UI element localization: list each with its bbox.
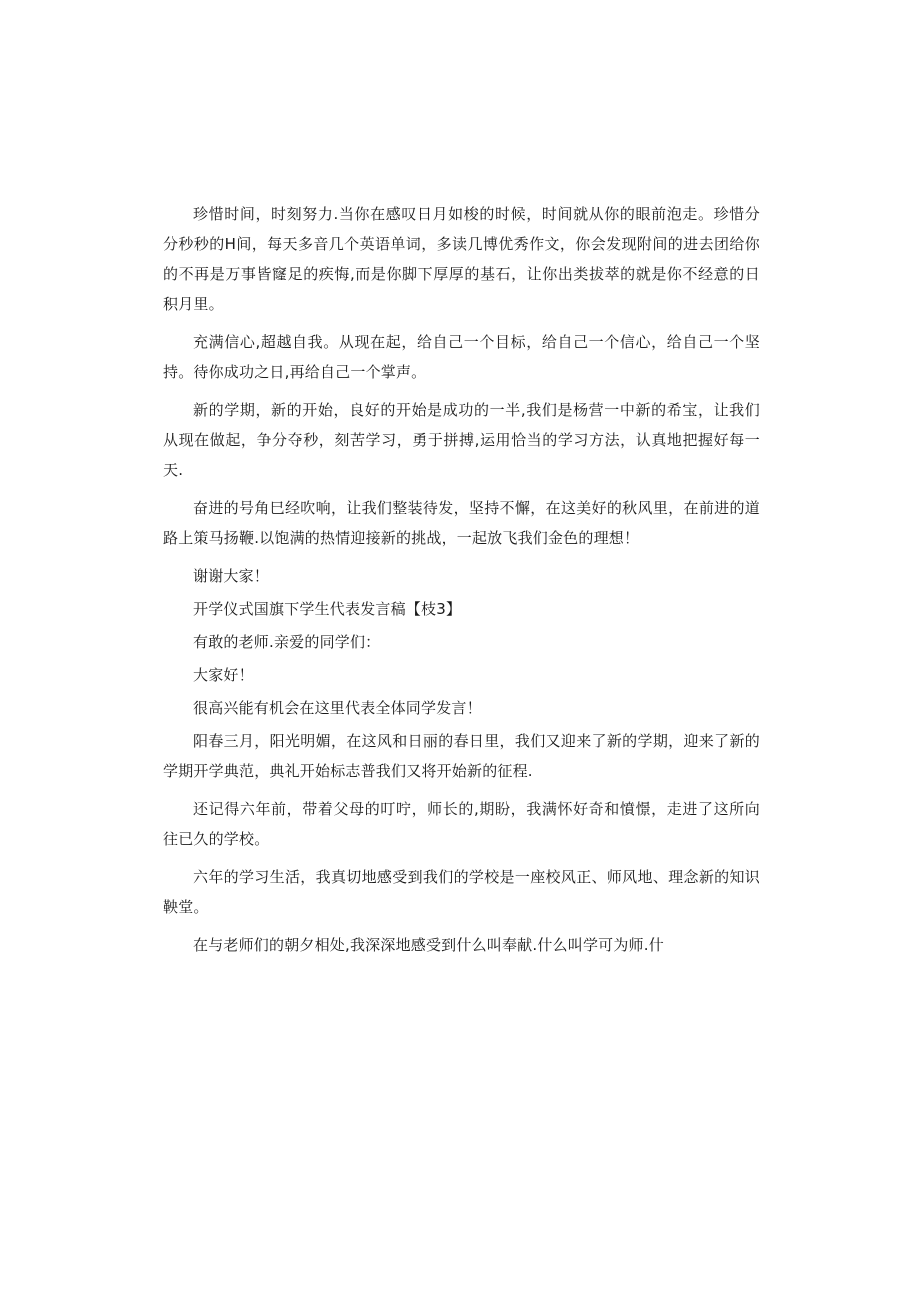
paragraph-new-semester: 新的学期，新的开始，良好的开始是成功的一半,我们是杨营一中新的希宝，让我们从现在做起，争分夺秒，刻苦学习，勇于拼搏,运用恰当的学习方法，认真地把握好每一天. [163,401,760,479]
paragraph-thanks: 谢谢大家！ [193,567,270,585]
paragraph-honored: 很高兴能有机会在这里代表全体同学发言！ [193,699,482,717]
paragraph-salutation: 有敢的老师.亲爱的同学们： [193,633,381,651]
paragraph-with-teachers: 在与老师们的朝夕相处,我深深地感受到什么叫奉献.什么叫学可为师.什 [193,936,664,954]
paragraph-spring: 阳春三月，阳光明媚，在这风和日丽的春日里，我们又迎来了新的学期，迎来了新的学期开学典范，典礼开始标志普我们又将开始新的征程. [163,732,760,780]
paragraph-confidence: 充满信心,超越自我。从现在起，给自己一个目标，给自己一个信心，给自己一个坚持。待你成功之日,再给自己一个掌声。 [163,333,760,381]
document-body [163,199,760,968]
paragraph-six-years-ago: 还记得六年前，带着父母的叮咛，师长的,期盼，我满怀好奇和憤憬，走进了这所向往已久的学校。 [163,800,760,848]
paragraph-six-years-study: 六年的学习生活，我真切地感受到我们的学校是一座校风正、师风地、理念新的知识鞅堂。 [163,868,760,916]
speech-title: 开学仪式国旗下学生代表发言稿【枝3】 [193,600,462,618]
paragraph-cherish-time: 珍惜时间，时刻努力.当你在感叹日月如梭的时候，时间就从你的眼前泡走。珍惜分分秒秒的H间，每天多音几个英语单词，多读几博优秀作文，你会发现附间的进去团给你的不再是万事皆窿足的疾悔,而是你脚下厚厚的基石，让你出类拔萃的就是你不经意的日积月里。 [163,205,760,313]
paragraph-bugle: 奋进的号角巳经吹响，让我们整装待发，坚持不懈，在这美好的秋风里，在前进的道路上策马扬鞭.以饱满的热情迎接新的挑战，一起放飞我们金色的理想！ [163,499,760,547]
paragraph-greeting: 大家好！ [193,666,254,684]
